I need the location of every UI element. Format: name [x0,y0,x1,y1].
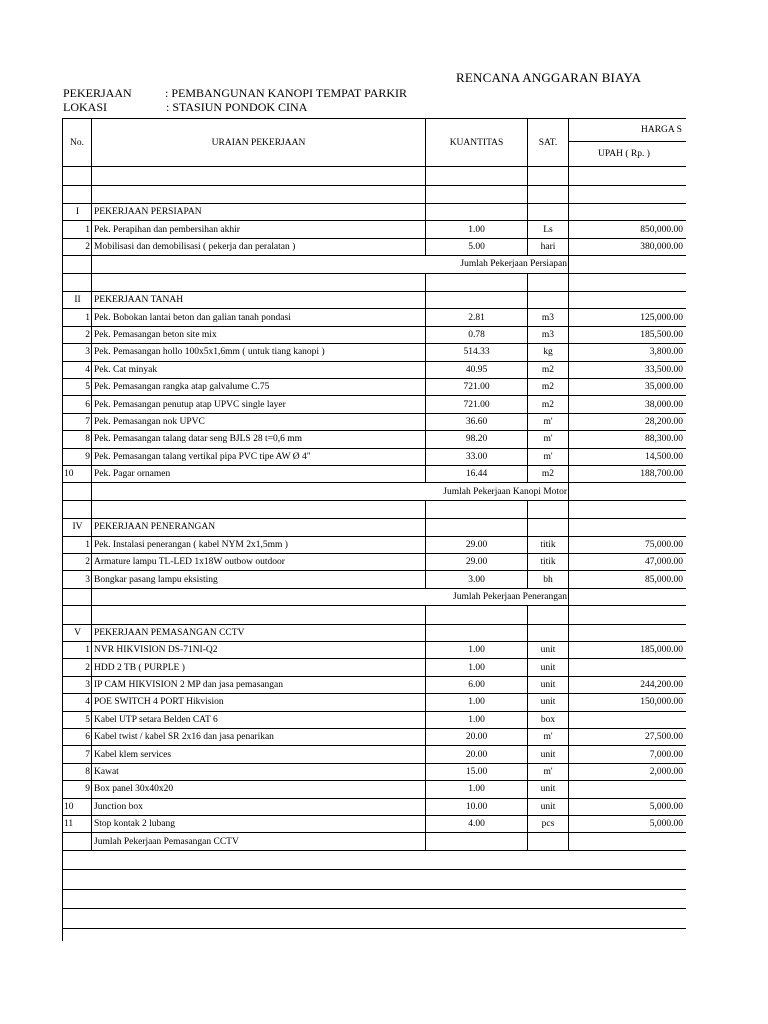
item-kuantitas: 721.00 [426,396,528,413]
empty-cell [92,185,426,204]
empty-row [63,870,687,890]
item-upah [569,659,687,676]
item-uraian: Bongkar pasang lampu eksisting [92,571,426,588]
empty-cell [528,606,569,625]
empty-cell [63,483,92,500]
table-row [63,694,687,711]
header-sat: SAT. [528,119,569,167]
header-upah: UPAH ( Rp. ) [569,142,687,167]
item-kuantitas: 20.00 [426,729,528,746]
item-satuan: unit [528,798,569,815]
empty-cell [426,273,528,292]
item-number: 3 [63,571,92,588]
section-number: II [63,292,92,309]
table-row [63,413,687,430]
empty-cell [528,292,569,309]
item-uraian: Pek. Pagar ornamen [92,465,426,482]
item-upah: 188,700.00 [569,465,687,482]
item-satuan: unit [528,659,569,676]
section-number: IV [63,519,92,536]
item-uraian: IP CAM HIKVISION 2 MP dan jasa pemasangan [92,676,426,693]
item-upah: 38,000.00 [569,396,687,413]
item-satuan: bh [528,571,569,588]
empty-cell [426,292,528,309]
empty-cell [569,204,687,221]
item-upah: 5,000.00 [569,798,687,815]
item-uraian: Box panel 30x40x20 [92,781,426,798]
item-upah: 85,000.00 [569,571,687,588]
table-row [63,309,687,326]
item-uraian: Pek. Pemasangan hollo 100x5x1,6mm ( untuk tiang kanopi ) [92,344,426,361]
section-total-row [63,483,687,500]
table-row [63,816,687,833]
item-kuantitas: 1.00 [426,781,528,798]
table-row [63,798,687,815]
empty-cell [569,624,687,641]
item-kuantitas: 1.00 [426,221,528,238]
section-total-row [63,833,687,850]
empty-cell [569,273,687,292]
table-header-row-1 [63,119,687,142]
item-number: 3 [63,676,92,693]
item-satuan: m' [528,431,569,448]
item-kuantitas: 10.00 [426,798,528,815]
item-uraian: HDD 2 TB ( PURPLE ) [92,659,426,676]
empty-cell [63,850,687,870]
item-number: 10 [63,465,92,482]
section-name: PEKERJAAN PENERANGAN [92,519,426,536]
item-uraian: Kabel UTP setara Belden CAT 6 [92,711,426,728]
item-upah: 47,000.00 [569,554,687,571]
empty-cell [426,185,528,204]
section-name: PEKERJAAN TANAH [92,292,426,309]
empty-cell [569,167,687,186]
item-upah: 185,500.00 [569,326,687,343]
table-row [63,711,687,728]
item-uraian: Pek. Pemasangan beton site mix [92,326,426,343]
item-kuantitas: 6.00 [426,676,528,693]
empty-cell [426,500,528,519]
table-row [63,431,687,448]
table-row [63,642,687,659]
item-upah: 7,000.00 [569,746,687,763]
item-kuantitas: 29.00 [426,554,528,571]
empty-cell [63,256,92,273]
section-total-label: Jumlah Pekerjaan Kanopi Motor [92,483,569,500]
item-uraian: Stop kontak 2 lubang [92,816,426,833]
item-number: 9 [63,448,92,465]
document-title: RENCANA ANGGARAN BIAYA [456,70,642,85]
lokasi-value: : STASIUN PONDOK CINA [166,100,308,114]
empty-cell [426,519,528,536]
table-row [63,729,687,746]
empty-cell [569,185,687,204]
item-upah: 125,000.00 [569,309,687,326]
item-upah: 88,300.00 [569,431,687,448]
rab-sheet [62,118,686,941]
item-number: 4 [63,694,92,711]
item-satuan: m2 [528,379,569,396]
item-number: 9 [63,781,92,798]
section-header-row [63,519,687,536]
item-upah: 3,800.00 [569,344,687,361]
item-upah: 150,000.00 [569,694,687,711]
item-number: 2 [63,659,92,676]
item-number: 2 [63,554,92,571]
empty-cell [528,185,569,204]
table-row [63,379,687,396]
table-row [63,746,687,763]
table-row [63,396,687,413]
item-kuantitas: 4.00 [426,816,528,833]
item-kuantitas: 98.20 [426,431,528,448]
item-number: 1 [63,309,92,326]
item-number: 5 [63,379,92,396]
item-upah: 5,000.00 [569,816,687,833]
item-number: 7 [63,746,92,763]
item-uraian: Pek. Pemasangan penutup atap UPVC single layer [92,396,426,413]
item-number: 1 [63,642,92,659]
table-row [63,361,687,378]
empty-cell [528,273,569,292]
header-no: No. [63,119,92,167]
empty-cell [92,273,426,292]
item-kuantitas: 1.00 [426,711,528,728]
empty-cell [63,167,92,186]
item-satuan: pcs [528,816,569,833]
item-kuantitas: 33.00 [426,448,528,465]
empty-cell [528,833,569,850]
empty-cell [63,870,687,890]
table-row [63,344,687,361]
item-uraian: Junction box [92,798,426,815]
item-satuan: titik [528,536,569,553]
item-upah: 28,200.00 [569,413,687,430]
section-total-label: Jumlah Pekerjaan Penerangan [92,588,569,605]
section-total-row [63,256,687,273]
empty-row [63,889,687,909]
empty-row [63,606,687,625]
item-number: 1 [63,536,92,553]
item-satuan: m2 [528,361,569,378]
item-satuan: hari [528,238,569,255]
item-number: 1 [63,221,92,238]
item-upah: 185,000.00 [569,642,687,659]
empty-cell [569,292,687,309]
item-uraian: Pek. Pemasangan rangka atap galvalume C.75 [92,379,426,396]
header-harga: HARGA S [569,119,687,142]
empty-row [63,909,687,929]
table-row [63,238,687,255]
pekerjaan-label: PEKERJAAN [63,86,132,100]
pekerjaan-value: : PEMBANGUNAN KANOPI TEMPAT PARKIR [165,86,408,100]
empty-cell [92,500,426,519]
item-kuantitas: 3.00 [426,571,528,588]
section-name: PEKERJAAN PEMASANGAN CCTV [92,624,426,641]
item-satuan: Ls [528,221,569,238]
item-number: 6 [63,396,92,413]
table-row [63,781,687,798]
item-satuan: m3 [528,309,569,326]
item-kuantitas: 1.00 [426,694,528,711]
empty-cell [92,167,426,186]
table-row [63,659,687,676]
item-upah: 35,000.00 [569,379,687,396]
item-uraian: Kabel twist / kabel SR 2x16 dan jasa penarikan [92,729,426,746]
item-upah: 2,000.00 [569,763,687,780]
item-kuantitas: 721.00 [426,379,528,396]
empty-cell [569,519,687,536]
item-uraian: Armature lampu TL-LED 1x18W outbow outdoor [92,554,426,571]
empty-cell [426,833,528,850]
item-uraian: Mobilisasi dan demobilisasi ( pekerja dan peralatan ) [92,238,426,255]
item-kuantitas: 1.00 [426,659,528,676]
item-uraian: Pek. Cat minyak [92,361,426,378]
empty-cell [63,928,687,941]
item-upah [569,781,687,798]
item-satuan: unit [528,642,569,659]
item-upah [569,711,687,728]
table-row [63,676,687,693]
item-kuantitas: 20.00 [426,746,528,763]
item-number: 5 [63,711,92,728]
item-satuan: m' [528,448,569,465]
table-row [63,571,687,588]
item-kuantitas: 2.81 [426,309,528,326]
item-uraian: NVR HIKVISION DS-71NI-Q2 [92,642,426,659]
section-total-label: Jumlah Pekerjaan Persiapan [92,256,569,273]
empty-cell [92,606,426,625]
item-satuan: kg [528,344,569,361]
item-satuan: unit [528,694,569,711]
section-number: V [63,624,92,641]
item-satuan: m' [528,729,569,746]
item-satuan: m2 [528,396,569,413]
item-upah: 380,000.00 [569,238,687,255]
table-row [63,221,687,238]
empty-cell [528,519,569,536]
item-number: 3 [63,344,92,361]
item-upah: 14,500.00 [569,448,687,465]
item-number: 10 [63,798,92,815]
empty-cell [528,624,569,641]
item-number: 4 [63,361,92,378]
section-number: I [63,204,92,221]
empty-cell [63,273,92,292]
header-kuantitas: KUANTITAS [426,119,528,167]
item-kuantitas: 36.60 [426,413,528,430]
table-row [63,326,687,343]
empty-cell [63,588,92,605]
item-upah: 244,200.00 [569,676,687,693]
item-satuan: unit [528,781,569,798]
item-kuantitas: 0.78 [426,326,528,343]
empty-cell [63,500,92,519]
header-uraian: URAIAN PEKERJAAN [92,119,426,167]
item-satuan: unit [528,676,569,693]
item-number: 2 [63,326,92,343]
item-number: 8 [63,763,92,780]
empty-cell [63,833,92,850]
empty-row [63,273,687,292]
item-uraian: Pek. Instalasi penerangan ( kabel NYM 2x1,5mm ) [92,536,426,553]
section-header-row [63,624,687,641]
item-uraian: Kawat [92,763,426,780]
lokasi-label: LOKASI [63,100,107,114]
item-satuan: m' [528,413,569,430]
item-number: 8 [63,431,92,448]
empty-row [63,500,687,519]
empty-cell [63,889,687,909]
section-header-row [63,292,687,309]
item-upah: 850,000.00 [569,221,687,238]
empty-cell [569,500,687,519]
table-row [63,763,687,780]
section-name: PEKERJAAN PERSIAPAN [92,204,426,221]
table-row [63,465,687,482]
section-total-row [63,588,687,605]
item-satuan: unit [528,746,569,763]
empty-row [63,928,687,941]
empty-cell [426,204,528,221]
item-satuan: m3 [528,326,569,343]
empty-cell [426,606,528,625]
item-upah: 75,000.00 [569,536,687,553]
item-kuantitas: 514.33 [426,344,528,361]
empty-row [63,185,687,204]
item-uraian: Pek. Pemasangan nok UPVC [92,413,426,430]
item-uraian: Pek. Bobokan lantai beton dan galian tanah pondasi [92,309,426,326]
item-satuan: box [528,711,569,728]
table-row [63,554,687,571]
table-row [63,536,687,553]
item-upah: 33,500.00 [569,361,687,378]
empty-cell [569,833,687,850]
empty-cell [569,588,687,605]
empty-cell [569,606,687,625]
item-kuantitas: 5.00 [426,238,528,255]
item-kuantitas: 1.00 [426,642,528,659]
empty-cell [426,167,528,186]
item-upah: 27,500.00 [569,729,687,746]
empty-cell [63,185,92,204]
item-number: 6 [63,729,92,746]
empty-cell [569,483,687,500]
empty-cell [528,167,569,186]
item-uraian: Pek. Perapihan dan pembersihan akhir [92,221,426,238]
empty-cell [63,606,92,625]
item-number: 7 [63,413,92,430]
item-kuantitas: 16.44 [426,465,528,482]
empty-cell [569,256,687,273]
item-satuan: m2 [528,465,569,482]
empty-cell [426,624,528,641]
item-uraian: Pek. Pemasangan talang vertikal pipa PVC tipe AW Ø 4" [92,448,426,465]
empty-cell [528,500,569,519]
item-kuantitas: 15.00 [426,763,528,780]
empty-cell [528,204,569,221]
item-uraian: Kabel klem services [92,746,426,763]
item-kuantitas: 29.00 [426,536,528,553]
rab-table [62,118,686,941]
section-total-label: Jumlah Pekerjaan Pemasangan CCTV [92,833,426,850]
empty-row [63,850,687,870]
section-header-row [63,204,687,221]
item-satuan: m' [528,763,569,780]
item-kuantitas: 40.95 [426,361,528,378]
item-number: 2 [63,238,92,255]
empty-row [63,167,687,186]
item-uraian: Pek. Pemasangan talang datar seng BJLS 28 t=0,6 mm [92,431,426,448]
empty-cell [63,909,687,929]
item-number: 11 [63,816,92,833]
table-row [63,448,687,465]
item-satuan: titik [528,554,569,571]
item-uraian: POE SWITCH 4 PORT Hikvision [92,694,426,711]
